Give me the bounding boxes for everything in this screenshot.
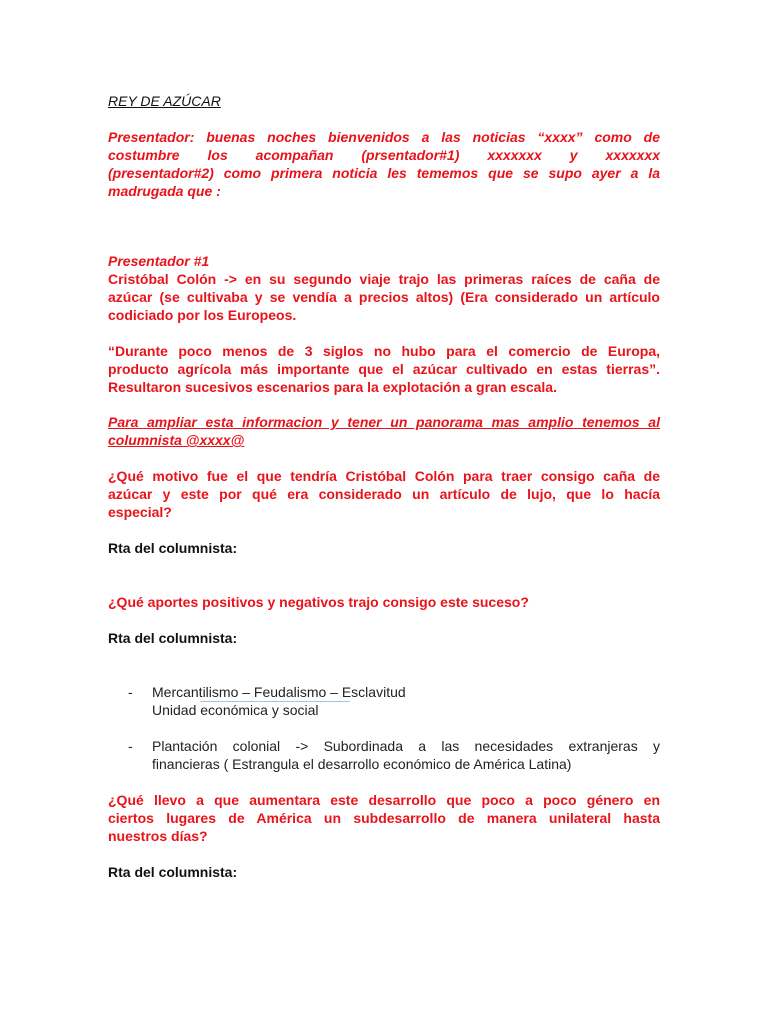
list-dash: - xyxy=(128,738,133,754)
list-item-line: Mercantilismo – Feudalismo – Esclavitud xyxy=(152,684,406,700)
intro-line: costumbre los acompañan (prsentador#1) xxxxxxx y xxxxxxx xyxy=(108,147,660,163)
question-3-line: ¿Qué llevo a que aumentara este desarrollo que poco a poco género en xyxy=(108,792,660,808)
intro-paragraph xyxy=(108,128,660,200)
list-item-line: Unidad económica y social xyxy=(152,702,319,718)
list-item-line: Plantación colonial -> Subordinada a las necesidades extranjeras y xyxy=(152,738,660,754)
transition-paragraph xyxy=(108,413,660,449)
quote-line: Resultaron sucesivos escenarios para la explotación a gran escala. xyxy=(108,379,557,395)
quote-line: producto agrícola más importante que el azúcar cultivado en estas tierras”. xyxy=(108,361,660,377)
list-item xyxy=(128,737,660,773)
intro-line: Presentador: buenas noches bienvenidos a las noticias “xxxx” como de xyxy=(108,129,660,145)
question-3-line: ciertos lugares de América un subdesarrollo de manera unilateral hasta xyxy=(108,810,660,826)
spellcheck-underline xyxy=(200,701,350,704)
presenter1-line: codiciado por los Europeos. xyxy=(108,307,297,323)
answer-label-3: Rta del columnista: xyxy=(108,864,238,880)
question-3 xyxy=(108,791,660,845)
presenter1-line: azúcar (se cultivaba y se vendía a precios altos) (Era considerado un artículo xyxy=(108,289,660,305)
intro-line: (presentador#2) como primera noticia les tememos que se supo ayer a la xyxy=(108,165,660,181)
quote-line: “Durante poco menos de 3 siglos no hubo para el comercio de Europa, xyxy=(108,343,660,359)
question-1-line: especial? xyxy=(108,504,172,520)
transition-line: columnista @xxxx@ xyxy=(108,432,245,448)
intro-line: madrugada que : xyxy=(108,183,221,199)
list-item-line: financieras ( Estrangula el desarrollo económico de América Latina) xyxy=(152,756,572,772)
question-1-line: ¿Qué motivo fue el que tendría Cristóbal Colón para traer consigo caña de xyxy=(108,468,660,484)
presenter1-line: Cristóbal Colón -> en su segundo viaje trajo las primeras raíces de caña de xyxy=(108,271,660,287)
presenter1-heading: Presentador #1 xyxy=(108,253,210,269)
list-dash: - xyxy=(128,684,133,700)
question-3-line: nuestros días? xyxy=(108,828,208,844)
presenter1-paragraph xyxy=(108,270,660,324)
document-title: REY DE AZÚCAR xyxy=(108,93,221,109)
question-1-line: azúcar y este por qué era considerado un artículo de lujo, que lo hacía xyxy=(108,486,660,502)
transition-line: Para ampliar esta informacion y tener un panorama mas amplio tenemos al xyxy=(108,414,660,430)
answer-label-2: Rta del columnista: xyxy=(108,630,238,646)
question-2: ¿Qué aportes positivos y negativos trajo consigo este suceso? xyxy=(108,594,529,610)
quote-paragraph xyxy=(108,342,660,396)
question-1 xyxy=(108,467,660,521)
answer-label-1: Rta del columnista: xyxy=(108,540,238,556)
